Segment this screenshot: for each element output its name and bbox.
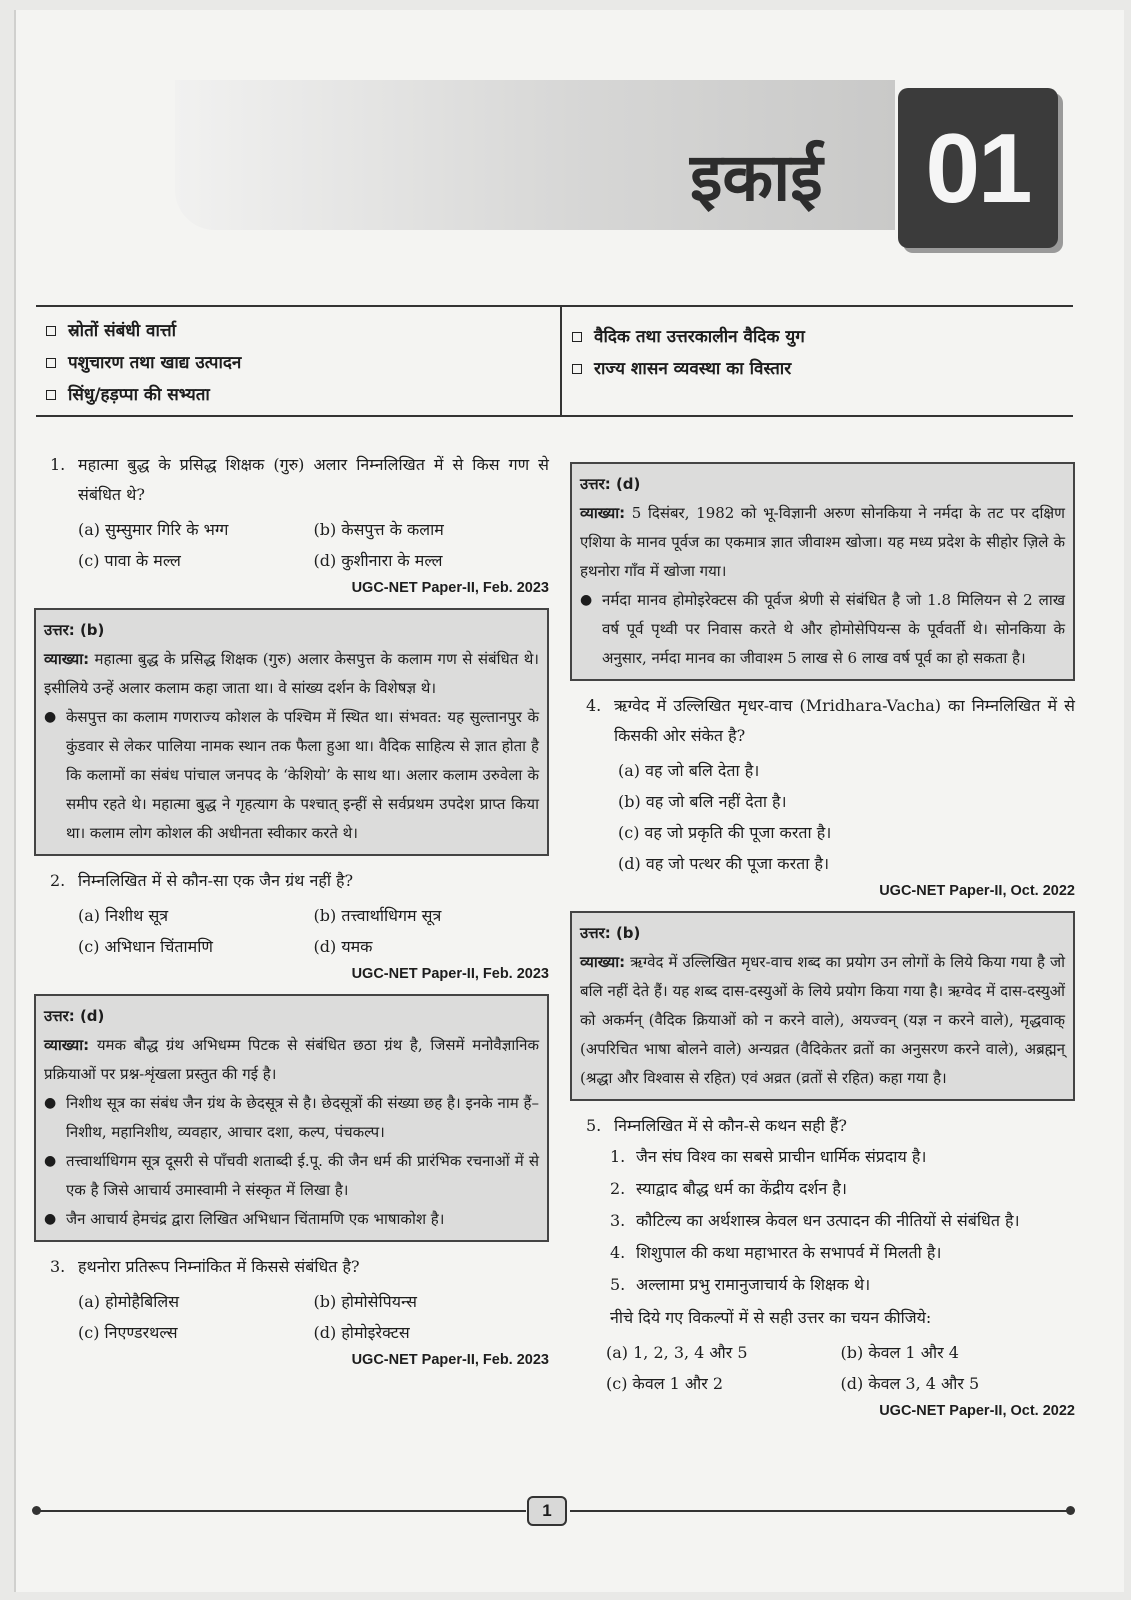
question-source: UGC-NET Paper-II, Feb. 2023: [351, 580, 549, 596]
question-options: (a) वह जो बलि देता है। (b) वह जो बलि नहीं देता है। (c) वह जो प्रकृति की पूजा करता है। (d) वह जो पत्थर की पूजा करता है।: [618, 761, 832, 873]
checkbox-square-icon: [572, 332, 582, 342]
statement-item: 2. स्याद्वाद बौद्ध धर्म का केंद्रीय दर्शन है।: [610, 1179, 847, 1198]
statement-list: [570, 1141, 1075, 1301]
right-column: [570, 462, 1075, 1431]
question-3: 3. हथनोरा प्रतिरूप निम्नांकित में किससे संबंधित है?: [34, 1252, 549, 1282]
question-4: 4. ऋग्वेद में उल्लिखित मृधर-वाच (Mridhara-Vacha) का निम्नलिखित में से किसकी ओर संकेत है?: [570, 691, 1075, 751]
question-options: (a) 1, 2, 3, 4 और 5 (b) केवल 1 और 4 (c) केवल 1 और 2 (d) केवल 3, 4 और 5: [606, 1343, 980, 1393]
question-1: 1. महात्मा बुद्ध के प्रसिद्ध शिक्षक (गुरु) अलार निम्नलिखित में से किस गण से संबंधित थे?: [34, 450, 549, 510]
bullet-icon: ●: [580, 592, 593, 608]
bullet-item: ● नर्मदा मानव होमोइरेक्टस की पूर्वज श्रेणी से संबंधित है जो 1.8 मिलियन से 2 लाख वर्ष पूर्व पृथ्वी पर निवास करते थे और होमोसेपियन्स के पूर्ववर्ती थे। सोनकिया के अनुसार, नर्मदा मानव का जीवाश्म 5 लाख से 6 लाख वर्ष पूर्व का हो सकता है।: [580, 586, 1065, 673]
footer-rule: [570, 1510, 1070, 1512]
topic-item: सिंधु/हड़प्पा की सभ्यता: [46, 379, 241, 411]
bullet-icon: ●: [44, 709, 57, 725]
answer-label: उत्तर: (d): [44, 1007, 105, 1025]
question-text: हथनोरा प्रतिरूप निम्नांकित में किससे संबंधित है?: [78, 1257, 360, 1276]
statement-item: 5. अल्लामा प्रभु रामानुजाचार्य के शिक्षक थे।: [610, 1275, 871, 1294]
instruction-text: नीचे दिये गए विकल्पों में से सही उत्तर का चयन कीजिये:: [610, 1308, 932, 1327]
footer-rule: [36, 1510, 526, 1512]
question-2: 2. निम्नलिखित में से कौन-सा एक जैन ग्रंथ नहीं है?: [34, 866, 549, 896]
question-5: 5. निम्नलिखित में से कौन-से कथन सही हैं?: [570, 1111, 1075, 1141]
page-number: 1: [527, 1496, 567, 1526]
checkbox-square-icon: [46, 358, 56, 368]
answer-label: उत्तर: (b): [44, 621, 105, 639]
statement-item: 3. कौटिल्य का अर्थशास्त्र केवल धन उत्पादन की नीतियों से संबंधित है।: [610, 1211, 1020, 1230]
bullet-item: ● केसपुत्त का कलाम गणराज्य कोशल के पश्चिम में स्थित था। संभवत: यह सुल्तानपुर के कुंडवार से लेकर पालिया नामक स्थान तक फैला हुआ था। वैदिक साहित्य से ज्ञात होता है कि कलामों का संबंध पांचाल जनपद के ‘केशियो’ के साथ था। अलार कलाम उरुवेला के समीप रहते थे। महात्मा बुद्ध ने गृहत्याग के पश्चात् इन्हीं से सर्वप्रथम उपदेश प्राप्त किया था। कलाम लोग कोशल की अधीनता स्वीकार करते थे।: [44, 703, 539, 848]
question-text: निम्नलिखित में से कौन-से कथन सही हैं?: [614, 1116, 847, 1135]
question-source: UGC-NET Paper-II, Feb. 2023: [351, 1352, 549, 1368]
topics-table: [36, 305, 1073, 417]
question-options: (a) सुम्सुमार गिरि के भग्ग (b) केसपुत्त के कलाम (c) पावा के मल्ल (d) कुशीनारा के मल्ल: [78, 520, 444, 570]
checkbox-square-icon: [572, 364, 582, 374]
question-source: UGC-NET Paper-II, Oct. 2022: [879, 883, 1075, 899]
unit-number: 01: [925, 112, 1031, 223]
unit-title: इकाई: [690, 139, 823, 216]
topic-item: पशुचारण तथा खाद्य उत्पादन: [46, 347, 241, 379]
question-options: (a) होमोहैबिलिस (b) होमोसेपियन्स (c) निएण्डरथल्स (d) होमोइरेक्टस: [78, 1292, 417, 1342]
footer-dot-icon: [1066, 1506, 1075, 1515]
topic-item: वैदिक तथा उत्तरकालीन वैदिक युग: [572, 321, 805, 353]
unit-number-box: [898, 88, 1058, 248]
topics-right: [572, 321, 805, 385]
question-text: निम्नलिखित में से कौन-सा एक जैन ग्रंथ नहीं है?: [78, 871, 354, 890]
answer-box: उत्तर: (b) व्याख्या: महात्मा बुद्ध के प्रसिद्ध शिक्षक (गुरु) अलार केसपुत्त के कलाम गण से संबंधित थे। इसीलिये उन्हें अलार कलाम कहा जाता था। वे सांख्य दर्शन के विशेषज्ञ थे। ● केसपुत्त का कलाम गणराज्य कोशल के पश्चिम में स्थित था। संभवत: यह सुल्तानपुर के कुंडवार से लेकर पालिया नामक स्थान तक फैला हुआ था। वैदिक साहित्य से ज्ञात होता है कि कलामों का संबंध पांचाल जनपद के ‘केशियो’ के साथ था। अलार कलाम उरुवेला के समीप रहते थे। महात्मा बुद्ध ने गृहत्याग के पश्चात् इन्हीं से सर्वप्रथम उपदेश प्राप्त किया था। कलाम लोग कोशल की अधीनता स्वीकार करते थे।: [34, 608, 549, 856]
bullet-item: ● तत्त्वार्थाधिगम सूत्र दूसरी से पाँचवी शताब्दी ई.पू. की जैन धर्म की प्रारंभिक रचनाओं में से एक है जिसे आचार्य उमास्वामी ने संस्कृत में लिखा है।: [44, 1147, 539, 1205]
topics-left: [46, 315, 241, 411]
question-source: UGC-NET Paper-II, Feb. 2023: [351, 966, 549, 982]
topic-item: स्रोतों संबंधी वार्त्ता: [46, 315, 241, 347]
answer-label: उत्तर: (b): [580, 924, 641, 942]
question-options: (a) निशीथ सूत्र (b) तत्त्वार्थाधिगम सूत्र (c) अभिधान चिंतामणि (d) यमक: [78, 906, 442, 956]
topics-divider: [560, 307, 562, 415]
bullet-icon: ●: [44, 1153, 57, 1169]
statement-item: 4. शिशुपाल की कथा महाभारत के सभापर्व में मिलती है।: [610, 1243, 942, 1262]
left-column: [34, 450, 549, 1380]
question-text: महात्मा बुद्ध के प्रसिद्ध शिक्षक (गुरु) अलार निम्नलिखित में से किस गण से संबंधित थे?: [78, 455, 549, 504]
checkbox-square-icon: [46, 326, 56, 336]
checkbox-square-icon: [46, 390, 56, 400]
bullet-item: ● जैन आचार्य हेमचंद्र द्वारा लिखित अभिधान चिंतामणि एक भाषाकोश है।: [44, 1205, 539, 1234]
answer-box: उत्तर: (b) व्याख्या: ऋग्वेद में उल्लिखित मृधर-वाच शब्द का प्रयोग उन लोगों के लिये किया गया है जो बलि नहीं देते हैं। यह शब्द दास-दस्युओं के लिये प्रयोग किया गया है। ऋग्वेद में दास-दस्युओं को अकर्मन् (वैदिक क्रियाओं को न करने वाले), अयज्वन् (यज्ञ न करने वाले), मृद्धवाक् (अपरिचित भाषा बोलने वाले) अन्यव्रत (वैदिकेतर व्रतों का अनुसरण करने वाले), अब्रह्मन् (श्रद्धा और विश्वास से रहित) एवं अव्रत (व्रतों से रहित) कहा गया है।: [570, 911, 1075, 1101]
answer-box: उत्तर: (d) व्याख्या: 5 दिसंबर, 1982 को भू-विज्ञानी अरुण सोनकिया ने नर्मदा के तट पर दक्षिण एशिया के मानव पूर्वज का एकमात्र ज्ञात जीवाश्म खोजा। यह मध्य प्रदेश के सीहोर ज़िले के हथनोरा गाँव में खोजा गया। ● नर्मदा मानव होमोइरेक्टस की पूर्वज श्रेणी से संबंधित है जो 1.8 मिलियन से 2 लाख वर्ष पूर्व पृथ्वी पर निवास करते थे और होमोसेपियन्स के पूर्ववर्ती थे। सोनकिया के अनुसार, नर्मदा मानव का जीवाश्म 5 लाख से 6 लाख वर्ष पूर्व का हो सकता है।: [570, 462, 1075, 681]
statement-item: 1. जैन संघ विश्व का सबसे प्राचीन धार्मिक संप्रदाय है।: [610, 1147, 927, 1166]
question-text: ऋग्वेद में उल्लिखित मृधर-वाच (Mridhara-Vacha) का निम्नलिखित में से किसकी ओर संकेत है?: [614, 696, 1075, 745]
answer-box: उत्तर: (d) व्याख्या: यमक बौद्ध ग्रंथ अभिधम्म पिटक से संबंधित छठा ग्रंथ है, जिसमें मनोवैज्ञानिक प्रक्रियाओं पर प्रश्न-शृंखला प्रस्तुत की गई है। ● निशीथ सूत्र का संबंध जैन ग्रंथ के छेदसूत्र से है। छेदसूत्रों की संख्या छह है। इनके नाम हैं– निशीथ, महानिशीथ, व्यवहार, आचार दशा, कल्प, पंचकल्प। ● तत्त्वार्थाधिगम सूत्र दूसरी से पाँचवी शताब्दी ई.पू. की जैन धर्म की प्रारंभिक रचनाओं में से एक है जिसे आचार्य उमास्वामी ने संस्कृत में लिखा है। ● जैन आचार्य हेमचंद्र द्वारा लिखित अभिधान चिंतामणि एक भाषाकोश है।: [34, 994, 549, 1242]
bullet-item: ● निशीथ सूत्र का संबंध जैन ग्रंथ के छेदसूत्र से है। छेदसूत्रों की संख्या छह है। इनके नाम हैं– निशीथ, महानिशीथ, व्यवहार, आचार दशा, कल्प, पंचकल्प।: [44, 1089, 539, 1147]
bullet-icon: ●: [44, 1211, 57, 1227]
question-source: UGC-NET Paper-II, Oct. 2022: [879, 1403, 1075, 1419]
topic-item: राज्य शासन व्यवस्था का विस्तार: [572, 353, 805, 385]
answer-label: उत्तर: (d): [580, 475, 641, 493]
bullet-icon: ●: [44, 1095, 57, 1111]
